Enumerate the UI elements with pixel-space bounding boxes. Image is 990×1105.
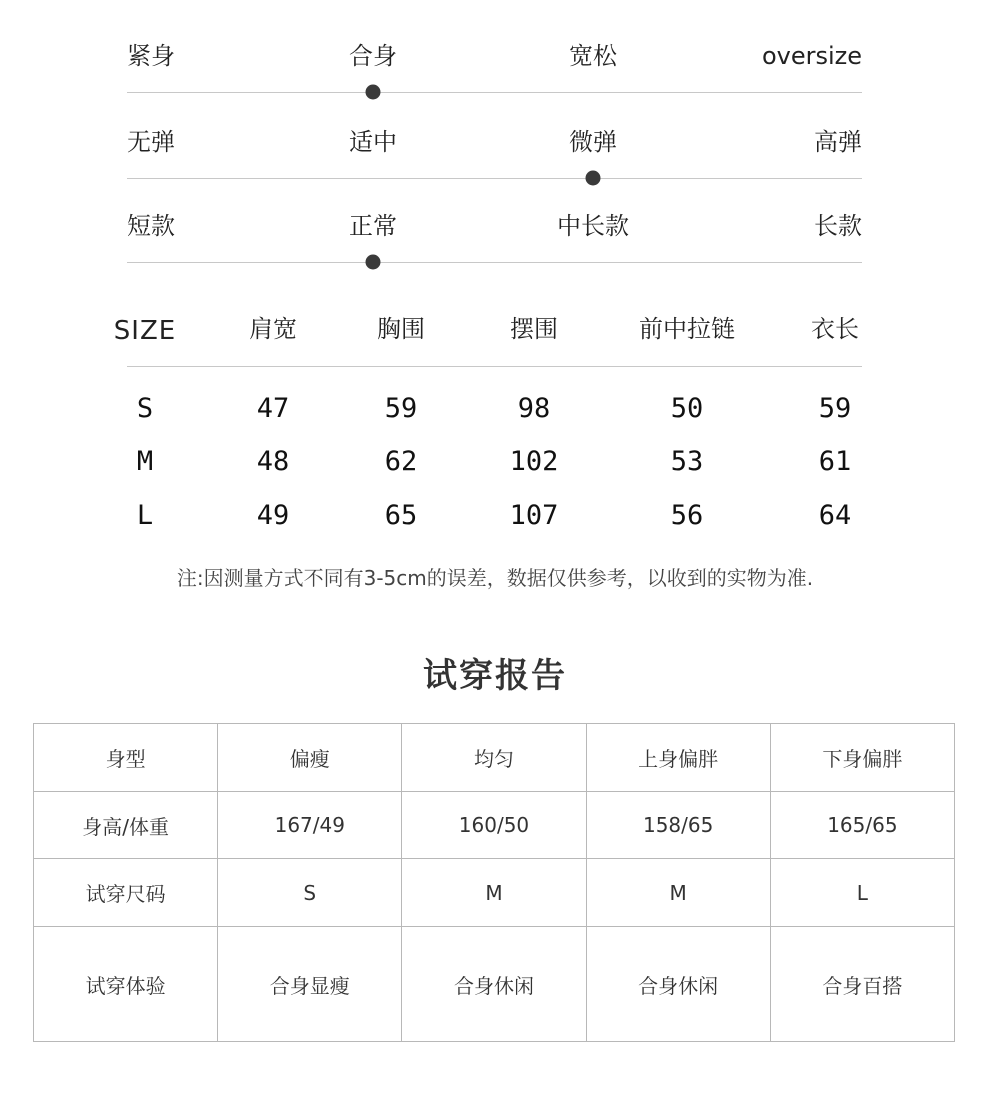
table-cell: 合身显瘦 bbox=[218, 927, 402, 1042]
size-cell: 59 bbox=[818, 393, 852, 424]
try-on-report-table bbox=[33, 723, 955, 1042]
size-cell: 107 bbox=[509, 500, 559, 531]
size-cell: L bbox=[136, 500, 154, 531]
size-header-cell: 肩宽 bbox=[249, 315, 297, 343]
size-header-cell: 摆围 bbox=[510, 315, 558, 343]
fit-option-label: 合身 bbox=[349, 42, 397, 70]
size-cell: M bbox=[136, 446, 154, 477]
size-cell: 56 bbox=[670, 500, 704, 531]
table-row bbox=[34, 792, 955, 859]
fit-option-label: oversize bbox=[761, 42, 862, 70]
size-cell: 62 bbox=[384, 446, 418, 477]
table-cell: 均匀 bbox=[402, 724, 586, 792]
table-cell: M bbox=[402, 859, 586, 927]
table-cell: 合身百搭 bbox=[770, 927, 954, 1042]
fit-option-label: 紧身 bbox=[127, 42, 175, 70]
size-row bbox=[0, 395, 990, 429]
fit-scale-track bbox=[127, 92, 862, 93]
size-cell: 50 bbox=[670, 393, 704, 424]
table-cell: 合身休闲 bbox=[402, 927, 586, 1042]
size-chart-divider bbox=[127, 366, 862, 367]
length-option-label: 长款 bbox=[814, 212, 862, 240]
size-cell: 102 bbox=[509, 446, 559, 477]
size-cell: 59 bbox=[384, 393, 418, 424]
size-cell: 61 bbox=[818, 446, 852, 477]
length-selected-marker bbox=[366, 255, 381, 270]
table-cell: 试穿体验 bbox=[34, 927, 218, 1042]
table-cell: 167/49 bbox=[218, 792, 402, 859]
table-cell: 158/65 bbox=[586, 792, 770, 859]
table-row bbox=[34, 724, 955, 792]
fit-option-label: 宽松 bbox=[569, 42, 617, 70]
size-header-cell: 胸围 bbox=[377, 315, 425, 343]
elasticity-option-label: 无弹 bbox=[127, 128, 175, 156]
elasticity-scale bbox=[127, 130, 862, 190]
fit-scale bbox=[127, 44, 862, 104]
size-cell: 48 bbox=[256, 446, 290, 477]
size-cell: 47 bbox=[256, 393, 290, 424]
length-scale bbox=[127, 214, 862, 274]
measurement-note: 注:因测量方式不同有3-5cm的误差，数据仅供参考，以收到的实物为准. bbox=[176, 566, 814, 590]
table-cell: 合身休闲 bbox=[586, 927, 770, 1042]
size-row bbox=[0, 448, 990, 482]
size-header-cell: 前中拉链 bbox=[639, 315, 735, 343]
table-cell: L bbox=[770, 859, 954, 927]
length-option-label: 正常 bbox=[349, 212, 397, 240]
table-cell: 下身偏胖 bbox=[770, 724, 954, 792]
size-chart-header bbox=[0, 313, 990, 349]
table-cell: 上身偏胖 bbox=[586, 724, 770, 792]
table-cell: 165/65 bbox=[770, 792, 954, 859]
size-header-cell: SIZE bbox=[113, 316, 177, 346]
elasticity-scale-track bbox=[127, 178, 862, 179]
fit-selected-marker bbox=[366, 85, 381, 100]
table-row bbox=[34, 927, 955, 1042]
length-scale-track bbox=[127, 262, 862, 263]
table-cell: 160/50 bbox=[402, 792, 586, 859]
table-cell: M bbox=[586, 859, 770, 927]
elasticity-option-label: 适中 bbox=[349, 128, 397, 156]
size-cell: 49 bbox=[256, 500, 290, 531]
report-title: 试穿报告 bbox=[423, 656, 567, 696]
length-option-label: 中长款 bbox=[557, 212, 629, 240]
size-cell: S bbox=[136, 393, 154, 424]
size-cell: 53 bbox=[670, 446, 704, 477]
table-cell: 偏瘦 bbox=[218, 724, 402, 792]
size-cell: 64 bbox=[818, 500, 852, 531]
elasticity-selected-marker bbox=[586, 171, 601, 186]
table-row bbox=[34, 859, 955, 927]
size-cell: 65 bbox=[384, 500, 418, 531]
elasticity-option-label: 高弹 bbox=[814, 128, 862, 156]
size-row bbox=[0, 502, 990, 536]
table-cell: S bbox=[218, 859, 402, 927]
table-cell: 身型 bbox=[34, 724, 218, 792]
size-header-cell: 衣长 bbox=[811, 315, 859, 343]
size-cell: 98 bbox=[517, 393, 551, 424]
table-cell: 身高/体重 bbox=[34, 792, 218, 859]
elasticity-option-label: 微弹 bbox=[569, 128, 617, 156]
length-option-label: 短款 bbox=[127, 212, 175, 240]
table-cell: 试穿尺码 bbox=[34, 859, 218, 927]
